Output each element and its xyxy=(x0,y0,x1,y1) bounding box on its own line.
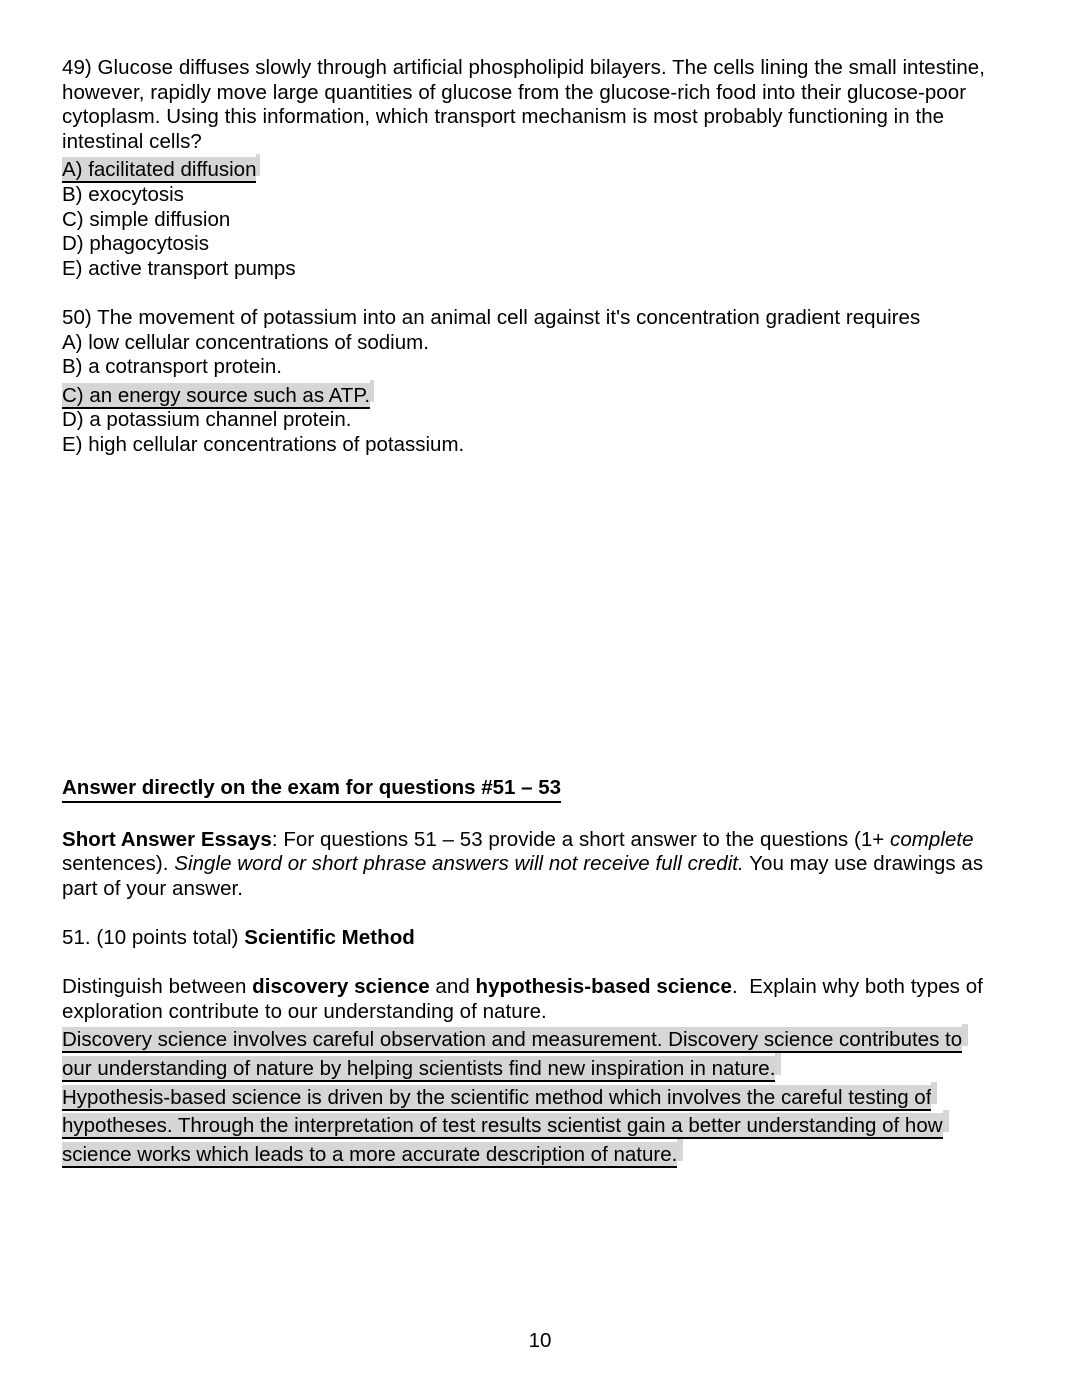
question-49-choice-e[interactable] xyxy=(62,257,1016,282)
question-50-choice-d-label: D) a potassium channel protein. xyxy=(62,408,352,432)
highlight-pad xyxy=(775,1053,781,1075)
spacer xyxy=(62,901,1016,926)
blank-work-area xyxy=(62,458,1016,776)
page-content xyxy=(62,56,1016,1167)
question-50 xyxy=(62,306,1016,458)
instructions-bold-lead: Short Answer Essays xyxy=(62,827,272,851)
question-51-number: 51. (10 points total) xyxy=(62,926,245,950)
spacer xyxy=(62,951,1016,976)
page-number: 10 xyxy=(528,1329,552,1352)
question-50-choice-b-label: B) a cotransport protein. xyxy=(62,355,282,379)
question-51-answer-line-text: our understanding of nature by helping scientists find new inspiration in nature. xyxy=(62,1057,776,1081)
highlight-pad xyxy=(962,1024,968,1046)
highlight-pad xyxy=(370,380,374,402)
question-50-choice-e[interactable] xyxy=(62,433,1016,458)
question-49-choice-d-label: D) phagocytosis xyxy=(62,232,209,256)
instructions-part-2: sentences). xyxy=(62,827,980,876)
question-51 xyxy=(62,926,1016,1167)
highlight-pad xyxy=(256,154,260,176)
spacer xyxy=(62,803,1016,828)
highlight-pad xyxy=(943,1110,949,1132)
question-50-choice-b[interactable] xyxy=(62,355,1016,380)
question-51-answer-line[interactable] xyxy=(62,1110,1016,1139)
question-51-answer-line-text: Discovery science involves careful observation and measurement. Discovery science contributes to xyxy=(62,1028,963,1052)
question-50-choice-a[interactable] xyxy=(62,331,1016,356)
spacer xyxy=(62,281,1016,306)
question-51-answer-line[interactable] xyxy=(62,1053,1016,1082)
highlight-pad xyxy=(931,1082,937,1104)
instructions-italic-1: complete xyxy=(890,827,974,851)
question-51-topic: Scientific Method xyxy=(244,926,415,950)
instructions-part-1: : For questions 51 – 53 provide a short answer to the questions (1+ xyxy=(271,827,891,851)
question-51-prompt-part-1: Distinguish between xyxy=(62,975,253,999)
instructions-italic-2: Single word or short phrase answers will not receive full credit. xyxy=(174,852,744,876)
question-49-choice-e-label: E) active transport pumps xyxy=(62,256,296,280)
question-51-prompt-part-3: . Explain why both types of exploration contribute to our understanding of nature. xyxy=(62,975,989,1023)
question-49-choice-d[interactable] xyxy=(62,232,1016,257)
highlight-pad xyxy=(677,1139,683,1161)
question-50-stem: 50) The movement of potassium into an animal cell against it's concentration gradient requires xyxy=(62,305,921,329)
question-50-choice-e-label: E) high cellular concentrations of potassium. xyxy=(62,432,465,456)
question-49-choice-a[interactable] xyxy=(62,154,1016,183)
question-51-answer-line-text: hypotheses. Through the interpretation of test results scientist gain a better understanding of how xyxy=(62,1114,943,1138)
question-51-prompt-bold-1: discovery science xyxy=(252,975,430,999)
question-49 xyxy=(62,56,1016,281)
question-51-answer-line[interactable] xyxy=(62,1082,1016,1111)
question-49-stem: 49) Glucose diffuses slowly through artificial phospholipid bilayers. The cells lining the small intestine, however, rapidly move large quantities of glucose from the glucose-rich food into their glucose-poor cytoplasm. Using this information, which transport mechanism is most probably functioning in the intestinal cells? xyxy=(62,56,991,153)
section-heading: Answer directly on the exam for questions #51 – 53 xyxy=(62,776,561,804)
question-49-choice-b[interactable] xyxy=(62,183,1016,208)
question-51-answer-line-text: Hypothesis-based science is driven by the scientific method which involves the careful testing of xyxy=(62,1085,932,1109)
question-51-title xyxy=(62,926,1016,951)
question-49-choice-c[interactable] xyxy=(62,208,1016,233)
question-51-answer-line[interactable] xyxy=(62,1139,1016,1168)
question-51-answer-line-text: science works which leads to a more accurate description of nature. xyxy=(62,1142,678,1166)
question-50-choice-d[interactable] xyxy=(62,408,1016,433)
section-heading-row xyxy=(62,776,1016,804)
question-49-choice-c-label: C) simple diffusion xyxy=(62,207,231,231)
question-50-choice-c-label: C) an energy source such as ATP. xyxy=(62,383,371,407)
question-50-choice-c[interactable] xyxy=(62,380,1016,409)
question-51-prompt xyxy=(62,975,1016,1024)
question-49-choice-a-label: A) facilitated diffusion xyxy=(62,158,257,182)
question-51-prompt-part-2: and xyxy=(429,975,476,999)
question-50-choice-a-label: A) low cellular concentrations of sodium. xyxy=(62,330,429,354)
question-51-prompt-bold-2: hypothesis-based science xyxy=(475,975,732,999)
question-49-choice-b-label: B) exocytosis xyxy=(62,182,184,206)
instructions-part-3: You may use drawings as part of your answer. xyxy=(62,852,989,900)
question-51-answer-line[interactable] xyxy=(62,1024,1016,1053)
short-answer-section xyxy=(62,776,1016,902)
short-answer-instructions xyxy=(62,828,1016,902)
